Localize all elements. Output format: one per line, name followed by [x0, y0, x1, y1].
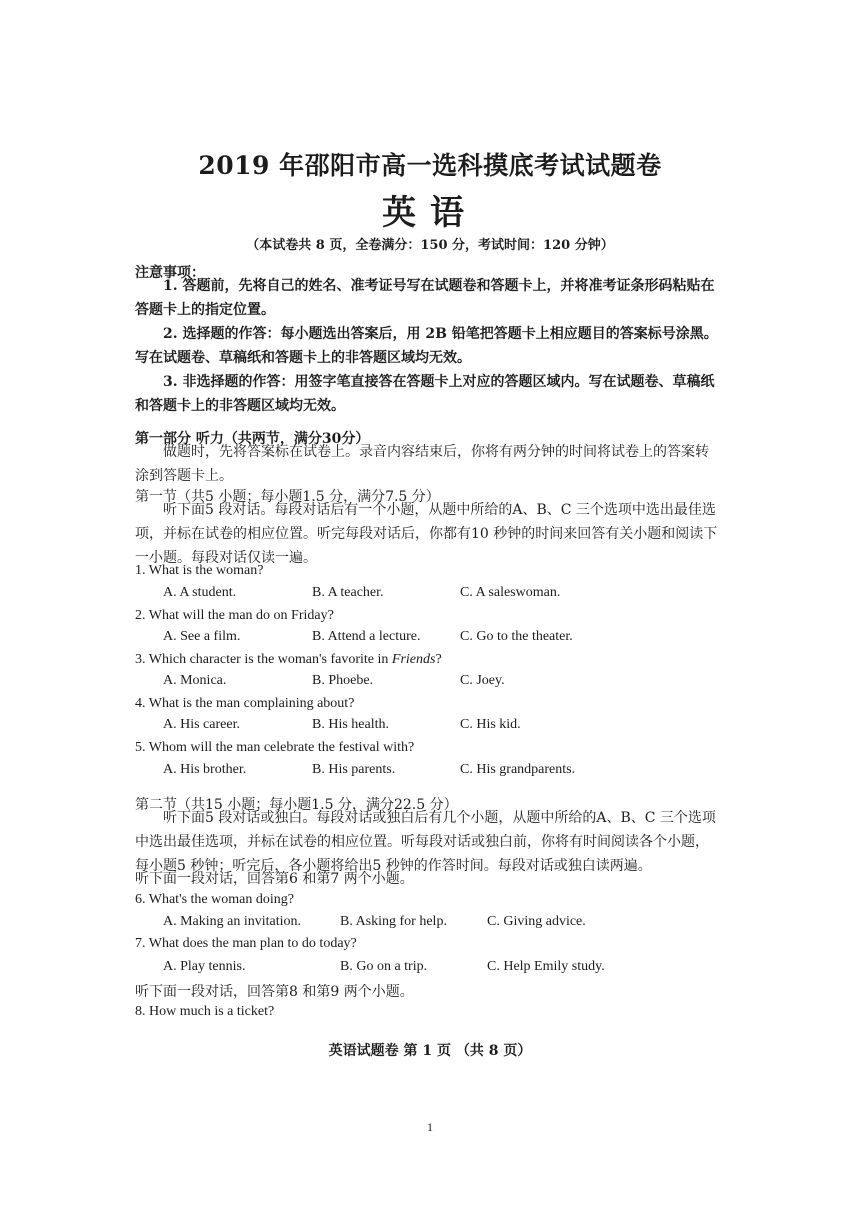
question-6-stem: 6. What's the woman doing?: [135, 892, 294, 907]
section2-title: 第二节（共15 小题；每小题1.5 分，满分22.5 分）: [135, 797, 458, 813]
question-5-option-c: C. His grandparents.: [460, 762, 576, 777]
section1-title: 第一节（共5 小题；每小题1.5 分，满分7.5 分）: [135, 489, 440, 505]
question-3-stem-end: ?: [435, 652, 442, 667]
question-5-option-a: A. His brother.: [163, 762, 247, 777]
question-4-option-b: B. His health.: [312, 717, 389, 732]
question-6-option-a: A. Making an invitation.: [163, 914, 302, 929]
instruction-q8-q9: 听下面一段对话，回答第8 和第9 两个小题。: [135, 984, 414, 1000]
question-7-option-c: C. Help Emily study.: [487, 959, 605, 974]
note-item-2: 2. 选择题的作答：每小题选出答案后，用 2B 铅笔把答题卡上相应题目的答案标号涂黑。写在试题卷、草稿纸和答题卡上的非答题区域均无效。: [135, 326, 718, 366]
question-4-option-a: A. His career.: [163, 717, 240, 732]
notes-heading: 注意事项：: [135, 265, 205, 281]
question-7-stem: 7. What does the man plan to do today?: [135, 936, 357, 951]
question-3-stem-title: Friends: [391, 652, 436, 667]
part1-directions: 做题时，先将答案标在试卷上。录音内容结束后，你将有两分钟的时间将试卷上的答案转涂到答题卡上。: [135, 444, 709, 484]
question-2-stem: 2. What will the man do on Friday?: [135, 608, 334, 623]
question-4-stem: 4. What is the man complaining about?: [135, 696, 355, 711]
question-3-option-a: A. Monica.: [163, 673, 227, 688]
exam-title: 2019 年邵阳市高一选科摸底考试试题卷: [198, 151, 662, 180]
question-2-option-c: C. Go to the theater.: [460, 629, 573, 644]
question-7-option-a: A. Play tennis.: [163, 959, 246, 974]
exam-info: （本试卷共 8 页，全卷满分：150 分，考试时间：120 分钟）: [246, 238, 614, 253]
page-number: 1: [427, 1120, 433, 1134]
question-4-option-c: C. His kid.: [460, 717, 521, 732]
question-2-option-a: A. See a film.: [163, 629, 241, 644]
page-footer: 英语试题卷 第 1 页 （共 8 页）: [328, 1043, 532, 1059]
question-6-option-c: C. Giving advice.: [487, 914, 586, 929]
note-item-1: 1. 答题前，先将自己的姓名、准考证号写在试题卷和答题卡上，并将准考证条形码粘贴在答题卡上的指定位置。: [135, 278, 715, 318]
question-7-option-b: B. Go on a trip.: [340, 959, 428, 974]
question-1-option-b: B. A teacher.: [312, 585, 384, 600]
section1-directions: 听下面5 段对话。每段对话后有一个小题，从题中所给的A、B、C 三个选项中选出最佳选项，并标在试卷的相应位置。听完每段对话后，你都有10 秒钟的时间来回答有关小题和阅读下一小题。每段对话仅读一遍。: [135, 502, 718, 566]
question-8-stem: 8. How much is a ticket?: [135, 1004, 275, 1019]
section2-directions: 听下面5 段对话或独白。每段对话或独白后有几个小题，从题中所给的A、B、C 三个选项中选出最佳选项，并标在试卷的相应位置。听每段对话或独白前，你将有时间阅读各个小题，每小题5 秒钟；听完后，各小题将给出5 秒钟的作答时间。每段对话或独白读两遍。: [135, 810, 716, 874]
question-3-stem: [135, 652, 442, 668]
question-1-option-a: A. A student.: [163, 585, 237, 600]
part1-title: 第一部分 听力（共两节，满分30分）: [135, 431, 370, 447]
question-2-option-b: B. Attend a lecture.: [312, 629, 421, 644]
question-3-option-b: B. Phoebe.: [312, 673, 374, 688]
question-1-option-c: C. A saleswoman.: [460, 585, 561, 600]
question-3-stem-text: 3. Which character is the woman's favorite in: [135, 652, 392, 667]
question-5-option-b: B. His parents.: [312, 762, 396, 777]
subject-heading: 英语: [382, 193, 478, 233]
note-item-3: 3. 非选择题的作答：用签字笔直接答在答题卡上对应的答题区域内。写在试题卷、草稿纸和答题卡上的非答题区域均无效。: [135, 374, 715, 414]
question-3-option-c: C. Joey.: [460, 673, 505, 688]
instruction-q6-q7: 听下面一段对话，回答第6 和第7 两个小题。: [135, 871, 414, 887]
question-1-stem: 1. What is the woman?: [135, 563, 264, 578]
question-6-option-b: B. Asking for help.: [340, 914, 447, 929]
question-5-stem: 5. Whom will the man celebrate the festival with?: [135, 740, 415, 755]
